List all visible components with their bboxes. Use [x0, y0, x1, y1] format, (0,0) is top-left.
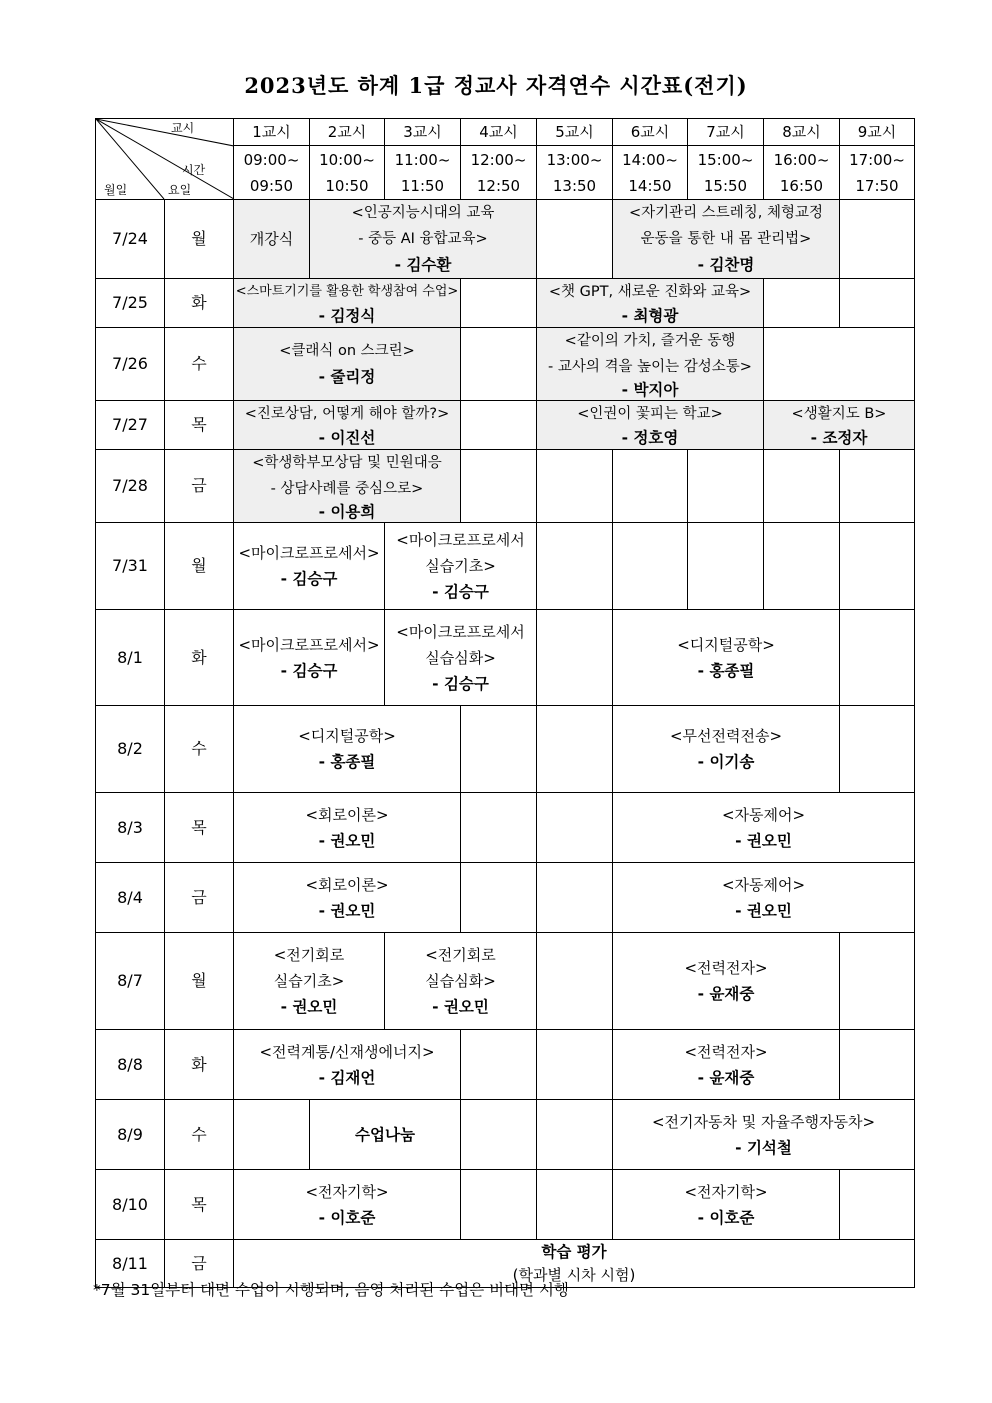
- corner-time-label: 시간: [182, 163, 206, 177]
- date-cell: 7/25: [96, 279, 165, 328]
- class-cell: <인권이 꽃피는 학교> - 정호영: [537, 401, 764, 450]
- day-cell: 목: [165, 1170, 234, 1240]
- page-title: 2023년도 하계 1급 정교사 자격연수 시간표(전기): [244, 73, 748, 98]
- day-cell: 수: [165, 706, 234, 793]
- class-cell: <전자기학> - 이호준: [234, 1170, 461, 1240]
- empty-cell: [764, 328, 915, 401]
- day-cell: 목: [165, 401, 234, 450]
- empty-cell: [764, 523, 840, 610]
- empty-cell: [461, 1030, 537, 1100]
- empty-cell: [537, 863, 613, 933]
- schedule-row: [96, 200, 915, 279]
- empty-cell: [688, 523, 764, 610]
- day-cell: 금: [165, 1240, 234, 1288]
- empty-cell: [537, 610, 613, 706]
- class-cell: <전력계통/신재생에너지> - 김재언: [234, 1030, 461, 1100]
- class-cell: <회로이론> - 권오민: [234, 793, 461, 863]
- period-header: 7교시: [688, 119, 764, 146]
- schedule-row: [96, 1170, 915, 1240]
- schedule-row: [96, 1030, 915, 1100]
- empty-cell: [840, 1170, 915, 1240]
- schedule-row: [96, 1100, 915, 1170]
- empty-cell: [461, 401, 537, 450]
- empty-cell: [537, 1170, 613, 1240]
- schedule-row: [96, 450, 915, 523]
- empty-cell: [840, 450, 915, 523]
- class-cell: <자동제어> - 권오민: [613, 863, 915, 933]
- empty-cell: [613, 450, 688, 523]
- class-cell: <마이크로프로세서 실습심화> - 김승구: [385, 610, 537, 706]
- date-cell: 8/10: [96, 1170, 165, 1240]
- period-header: 6교시: [613, 119, 688, 146]
- empty-cell: [461, 1100, 537, 1170]
- date-cell: 8/9: [96, 1100, 165, 1170]
- empty-cell: [537, 933, 613, 1030]
- period-time: 14:00~ 14:50: [613, 146, 688, 200]
- day-cell: 수: [165, 328, 234, 401]
- class-cell: <전기회로 실습기초> - 권오민: [234, 933, 385, 1030]
- period-header: 4교시: [461, 119, 537, 146]
- schedule-row: [96, 610, 915, 706]
- empty-cell: [688, 450, 764, 523]
- class-cell: <전력전자> - 윤재중: [613, 1030, 840, 1100]
- period-time: 12:00~ 12:50: [461, 146, 537, 200]
- header-row-periods: [96, 119, 915, 146]
- class-cell: <클래식 on 스크린> - 줄리정: [234, 328, 461, 401]
- class-cell: <스마트기기를 활용한 학생참여 수업> - 김정식: [234, 279, 461, 328]
- period-header: 9교시: [840, 119, 915, 146]
- class-cell: <무선전력전송> - 이기송: [613, 706, 840, 793]
- class-cell: 학습 평가 (학과별 시차 시험): [234, 1240, 915, 1288]
- date-cell: 8/7: [96, 933, 165, 1030]
- empty-cell: [764, 279, 840, 328]
- empty-cell: [537, 450, 613, 523]
- period-header: 2교시: [310, 119, 385, 146]
- class-cell: 개강식: [234, 200, 310, 279]
- empty-cell: [537, 200, 613, 279]
- day-cell: 금: [165, 450, 234, 523]
- date-cell: 8/4: [96, 863, 165, 933]
- class-cell: <같이의 가치, 즐거운 동행 - 교사의 격을 높이는 감성소통> - 박지아: [537, 328, 764, 401]
- day-cell: 화: [165, 279, 234, 328]
- footnote: *7월 31일부터 대면 수업이 시행되며, 음영 처리된 수업은 비대면 시행: [93, 1281, 569, 1299]
- day-cell: 금: [165, 863, 234, 933]
- class-cell: <회로이론> - 권오민: [234, 863, 461, 933]
- empty-cell: [840, 200, 915, 279]
- corner-cell: [96, 119, 234, 200]
- date-cell: 8/11: [96, 1240, 165, 1288]
- empty-cell: [840, 933, 915, 1030]
- period-header: 8교시: [764, 119, 840, 146]
- empty-cell: [461, 279, 537, 328]
- empty-cell: [461, 706, 537, 793]
- period-header: 3교시: [385, 119, 461, 146]
- class-cell: <자기관리 스트레칭, 체형교정 운동을 통한 내 몸 관리법> - 김찬명: [613, 200, 840, 279]
- day-cell: 수: [165, 1100, 234, 1170]
- class-cell: <챗 GPT, 새로운 진화와 교육> - 최형광: [537, 279, 764, 328]
- class-cell: <마이크로프로세서> - 김승구: [234, 523, 385, 610]
- date-cell: 7/24: [96, 200, 165, 279]
- schedule-row: [96, 523, 915, 610]
- empty-cell: [537, 1030, 613, 1100]
- empty-cell: [764, 450, 840, 523]
- class-cell: <마이크로프로세서> - 김승구: [234, 610, 385, 706]
- date-cell: 8/3: [96, 793, 165, 863]
- schedule-row: [96, 401, 915, 450]
- empty-cell: [537, 706, 613, 793]
- class-cell: <학생학부모상담 및 민원대응 - 상담사례를 중심으로> - 이용희: [234, 450, 461, 523]
- schedule-row: [96, 706, 915, 793]
- day-cell: 월: [165, 200, 234, 279]
- empty-cell: [537, 523, 613, 610]
- period-time: 09:00~ 09:50: [234, 146, 310, 200]
- date-cell: 7/27: [96, 401, 165, 450]
- corner-period-label: 교시: [171, 121, 195, 135]
- class-cell: <자동제어> - 권오민: [613, 793, 915, 863]
- day-cell: 화: [165, 610, 234, 706]
- class-cell: <전기회로 실습심화> - 권오민: [385, 933, 537, 1030]
- period-time: 13:00~ 13:50: [537, 146, 613, 200]
- schedule-row: [96, 328, 915, 401]
- date-cell: 8/1: [96, 610, 165, 706]
- class-cell: <생활지도 B> - 조정자: [764, 401, 915, 450]
- period-header: 1교시: [234, 119, 310, 146]
- empty-cell: [840, 1030, 915, 1100]
- day-cell: 월: [165, 933, 234, 1030]
- empty-cell: [840, 706, 915, 793]
- class-cell: <진로상담, 어떻게 해야 할까?> - 이진선: [234, 401, 461, 450]
- class-cell: <디지털공학> - 홍종필: [613, 610, 840, 706]
- empty-cell: [613, 523, 688, 610]
- period-time: 16:00~ 16:50: [764, 146, 840, 200]
- empty-cell: [840, 610, 915, 706]
- schedule-row: [96, 933, 915, 1030]
- class-cell: <디지털공학> - 홍종필: [234, 706, 461, 793]
- empty-cell: [537, 1100, 613, 1170]
- date-cell: 7/26: [96, 328, 165, 401]
- class-cell: <마이크로프로세서 실습기초> - 김승구: [385, 523, 537, 610]
- corner-day-label: 요일: [168, 183, 192, 197]
- day-cell: 목: [165, 793, 234, 863]
- corner-date-label: 월일: [104, 183, 128, 197]
- empty-cell: [461, 450, 537, 523]
- class-cell: 수업나눔: [310, 1100, 461, 1170]
- timetable: [95, 118, 915, 1288]
- empty-cell: [461, 1170, 537, 1240]
- empty-cell: [840, 523, 915, 610]
- period-header: 5교시: [537, 119, 613, 146]
- date-cell: 7/28: [96, 450, 165, 523]
- class-cell: <전자기학> - 이호준: [613, 1170, 840, 1240]
- day-cell: 월: [165, 523, 234, 610]
- empty-cell: [461, 328, 537, 401]
- class-cell: <인공지능시대의 교육 - 중등 AI 융합교육> - 김수환: [310, 200, 537, 279]
- schedule-row: [96, 279, 915, 328]
- class-cell: <전력전자> - 윤재중: [613, 933, 840, 1030]
- period-time: 15:00~ 15:50: [688, 146, 764, 200]
- period-time: 11:00~ 11:50: [385, 146, 461, 200]
- date-cell: 8/8: [96, 1030, 165, 1100]
- empty-cell: [461, 863, 537, 933]
- empty-cell: [537, 793, 613, 863]
- schedule-row: [96, 793, 915, 863]
- period-time: 17:00~ 17:50: [840, 146, 915, 200]
- empty-cell: [840, 279, 915, 328]
- period-time: 10:00~ 10:50: [310, 146, 385, 200]
- class-cell: <전기자동차 및 자율주행자동차> - 기석철: [613, 1100, 915, 1170]
- date-cell: 8/2: [96, 706, 165, 793]
- day-cell: 화: [165, 1030, 234, 1100]
- date-cell: 7/31: [96, 523, 165, 610]
- schedule-row: [96, 863, 915, 933]
- empty-cell: [234, 1100, 310, 1170]
- empty-cell: [461, 793, 537, 863]
